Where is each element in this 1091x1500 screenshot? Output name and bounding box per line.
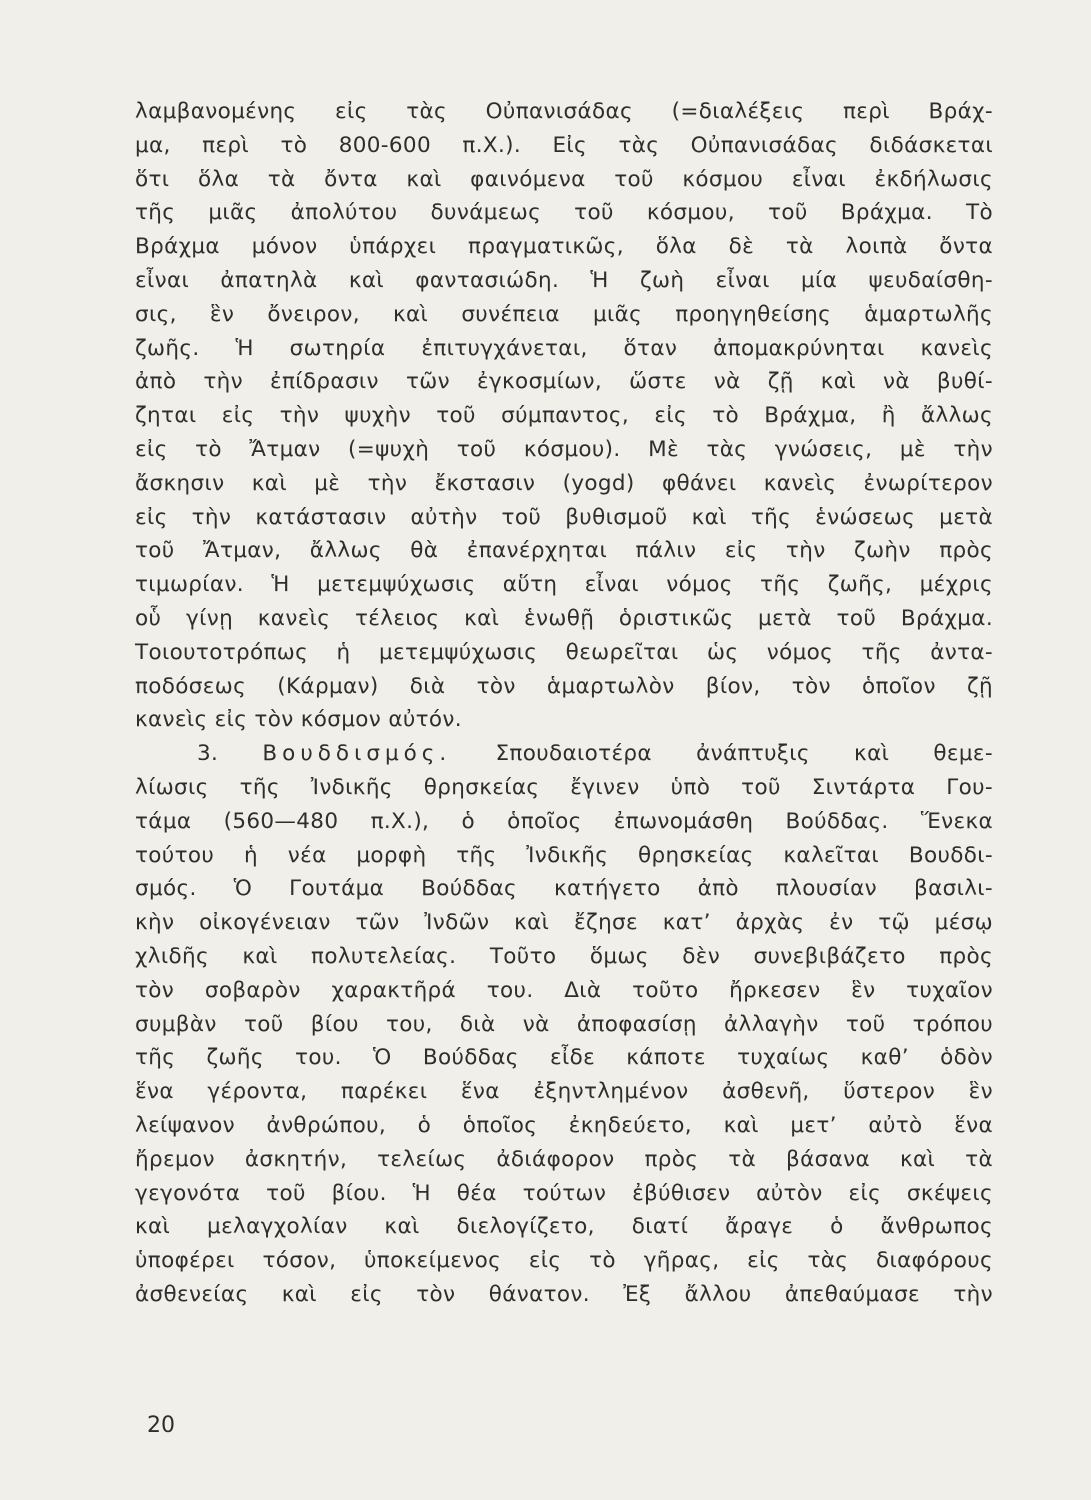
- text-line: τὸν σοβαρὸν χαρακτῆρά του. Διὰ τοῦτο ἤρκεσεν ἓν τυχαῖον: [135, 977, 993, 1003]
- page-number: 20: [147, 1413, 175, 1438]
- section-heading-line: [135, 737, 993, 771]
- text-line: ἀσθενείας καὶ εἰς τὸν θάνατον. Ἐξ ἄλλου ἀπεθαύμασε τὴν: [135, 1281, 993, 1307]
- text-line: οὗ γίνῃ κανεὶς τέλειος καὶ ἑνωθῇ ὁριστικῶς μετὰ τοῦ Βράχμα.: [135, 605, 993, 631]
- text-line: καὶ μελαγχολίαν καὶ διελογίζετο, διατί ἄραγε ὁ ἄνθρωπος: [135, 1214, 993, 1240]
- text-line: Τοιουτοτρόπως ἡ μετεμψύχωσις θεωρεῖται ὡς νόμος τῆς ἀντα-: [135, 639, 993, 665]
- text-line: εἰς τὸ Ἄτμαν (=ψυχὴ τοῦ κόσμου). Μὲ τὰς γνώσεις, μὲ τὴν: [135, 436, 993, 462]
- text-line: ἤρεμον ἀσκητήν, τελείως ἀδιάφορον πρὸς τὰ βάσανα καὶ τὰ: [135, 1146, 993, 1172]
- text-line: κανεὶς εἰς τὸν κόσμον αὐτόν.: [135, 707, 462, 733]
- section-text-start: Σπουδαιοτέρα ἀνάπτυξις καὶ θεμε-: [495, 741, 993, 767]
- text-line: εἰς τὴν κατάστασιν αὐτὴν τοῦ βυθισμοῦ καὶ τῆς ἑνώσεως μετὰ: [135, 504, 993, 530]
- text-line: ἕνα γέροντα, παρέκει ἕνα ἐξηντλημένον ἀσθενῆ, ὕστερον ἓν: [135, 1079, 993, 1105]
- text-line: τῆς μιᾶς ἀπολύτου δυνάμεως τοῦ κόσμου, τοῦ Βράχμα. Τὸ: [135, 200, 993, 226]
- text-line: χλιδῆς καὶ πολυτελείας. Τοῦτο ὅμως δὲν συνεβιβάζετο πρὸς: [135, 943, 993, 969]
- text-line: ἄσκησιν καὶ μὲ τὴν ἔκστασιν (yogd) φθάνει κανεὶς ἐνωρίτερον: [135, 470, 993, 496]
- text-line: ποδόσεως (Κάρμαν) διὰ τὸν ἁμαρτωλὸν βίον, τὸν ὁποῖον ζῇ: [135, 673, 993, 699]
- text-line: συμβὰν τοῦ βίου του, διὰ νὰ ἀποφασίσῃ ἀλλαγὴν τοῦ τρόπου: [135, 1011, 993, 1037]
- text-line: ἀπὸ τὴν ἐπίδρασιν τῶν ἐγκοσμίων, ὥστε νὰ ζῇ καὶ νὰ βυθί-: [135, 369, 993, 395]
- text-line: τάμα (560—480 π.Χ.), ὁ ὁποῖος ἐπωνομάσθη Βούδδας. Ἕνεκα: [135, 808, 993, 834]
- section-title: Βουδδισμός.: [262, 741, 452, 767]
- text-line: κὴν οἰκογένειαν τῶν Ἰνδῶν καὶ ἔζησε κατ’ ἀρχὰς ἐν τῷ μέσῳ: [135, 910, 993, 936]
- text-line: σις, ἓν ὄνειρον, καὶ συνέπεια μιᾶς προηγηθείσης ἁμαρτωλῆς: [135, 301, 993, 327]
- text-line: ὅτι ὅλα τὰ ὄντα καὶ φαινόμενα τοῦ κόσμου εἶναι ἐκδήλωσις: [135, 166, 993, 192]
- body-text: [135, 95, 993, 1312]
- text-line: ὑποφέρει τόσον, ὑποκείμενος εἰς τὸ γῆρας, εἰς τὰς διαφόρους: [135, 1248, 993, 1274]
- text-line: τῆς ζωῆς του. Ὁ Βούδδας εἶδε κάποτε τυχαίως καθ’ ὁδὸν: [135, 1045, 993, 1071]
- text-line: τούτου ἡ νέα μορφὴ τῆς Ἰνδικῆς θρησκείας καλεῖται Βουδδι-: [135, 842, 993, 868]
- text-line: τιμωρίαν. Ἡ μετεμψύχωσις αὕτη εἶναι νόμος τῆς ζωῆς, μέχρις: [135, 572, 993, 598]
- text-line: ζωῆς. Ἡ σωτηρία ἐπιτυγχάνεται, ὅταν ἀπομακρύνηται κανεὶς: [135, 335, 993, 361]
- text-line: γεγονότα τοῦ βίου. Ἡ θέα τούτων ἐβύθισεν αὐτὸν εἰς σκέψεις: [135, 1180, 993, 1206]
- text-line: λείψανον ἀνθρώπου, ὁ ὁποῖος ἐκηδεύετο, καὶ μετ’ αὐτὸ ἕνα: [135, 1112, 993, 1138]
- text-line: σμός. Ὁ Γουτάμα Βούδδας κατήγετο ἀπὸ πλουσίαν βασιλι-: [135, 876, 993, 902]
- text-line: λίωσις τῆς Ἰνδικῆς θρησκείας ἔγινεν ὑπὸ τοῦ Σιντάρτα Γου-: [135, 774, 993, 800]
- text-line: λαμβανομένης εἰς τὰς Οὐπανισάδας (=διαλέξεις περὶ Βράχ-: [135, 99, 993, 124]
- section-number: 3.: [197, 741, 219, 767]
- text-line: μα, περὶ τὸ 800-600 π.Χ.). Εἰς τὰς Οὐπανισάδας διδάσκεται: [135, 132, 993, 158]
- text-line: ζηται εἰς τὴν ψυχὴν τοῦ σύμπαντος, εἰς τὸ Βράχμα, ἢ ἄλλως: [135, 403, 993, 429]
- text-line: εἶναι ἀπατηλὰ καὶ φαντασιώδη. Ἡ ζωὴ εἶναι μία ψευδαίσθη-: [135, 267, 993, 293]
- text-line: Βράχμα μόνον ὑπάρχει πραγματικῶς, ὅλα δὲ τὰ λοιπὰ ὄντα: [135, 234, 993, 260]
- text-line: τοῦ Ἄτμαν, ἄλλως θὰ ἐπανέρχηται πάλιν εἰς τὴν ζωὴν πρὸς: [135, 538, 993, 564]
